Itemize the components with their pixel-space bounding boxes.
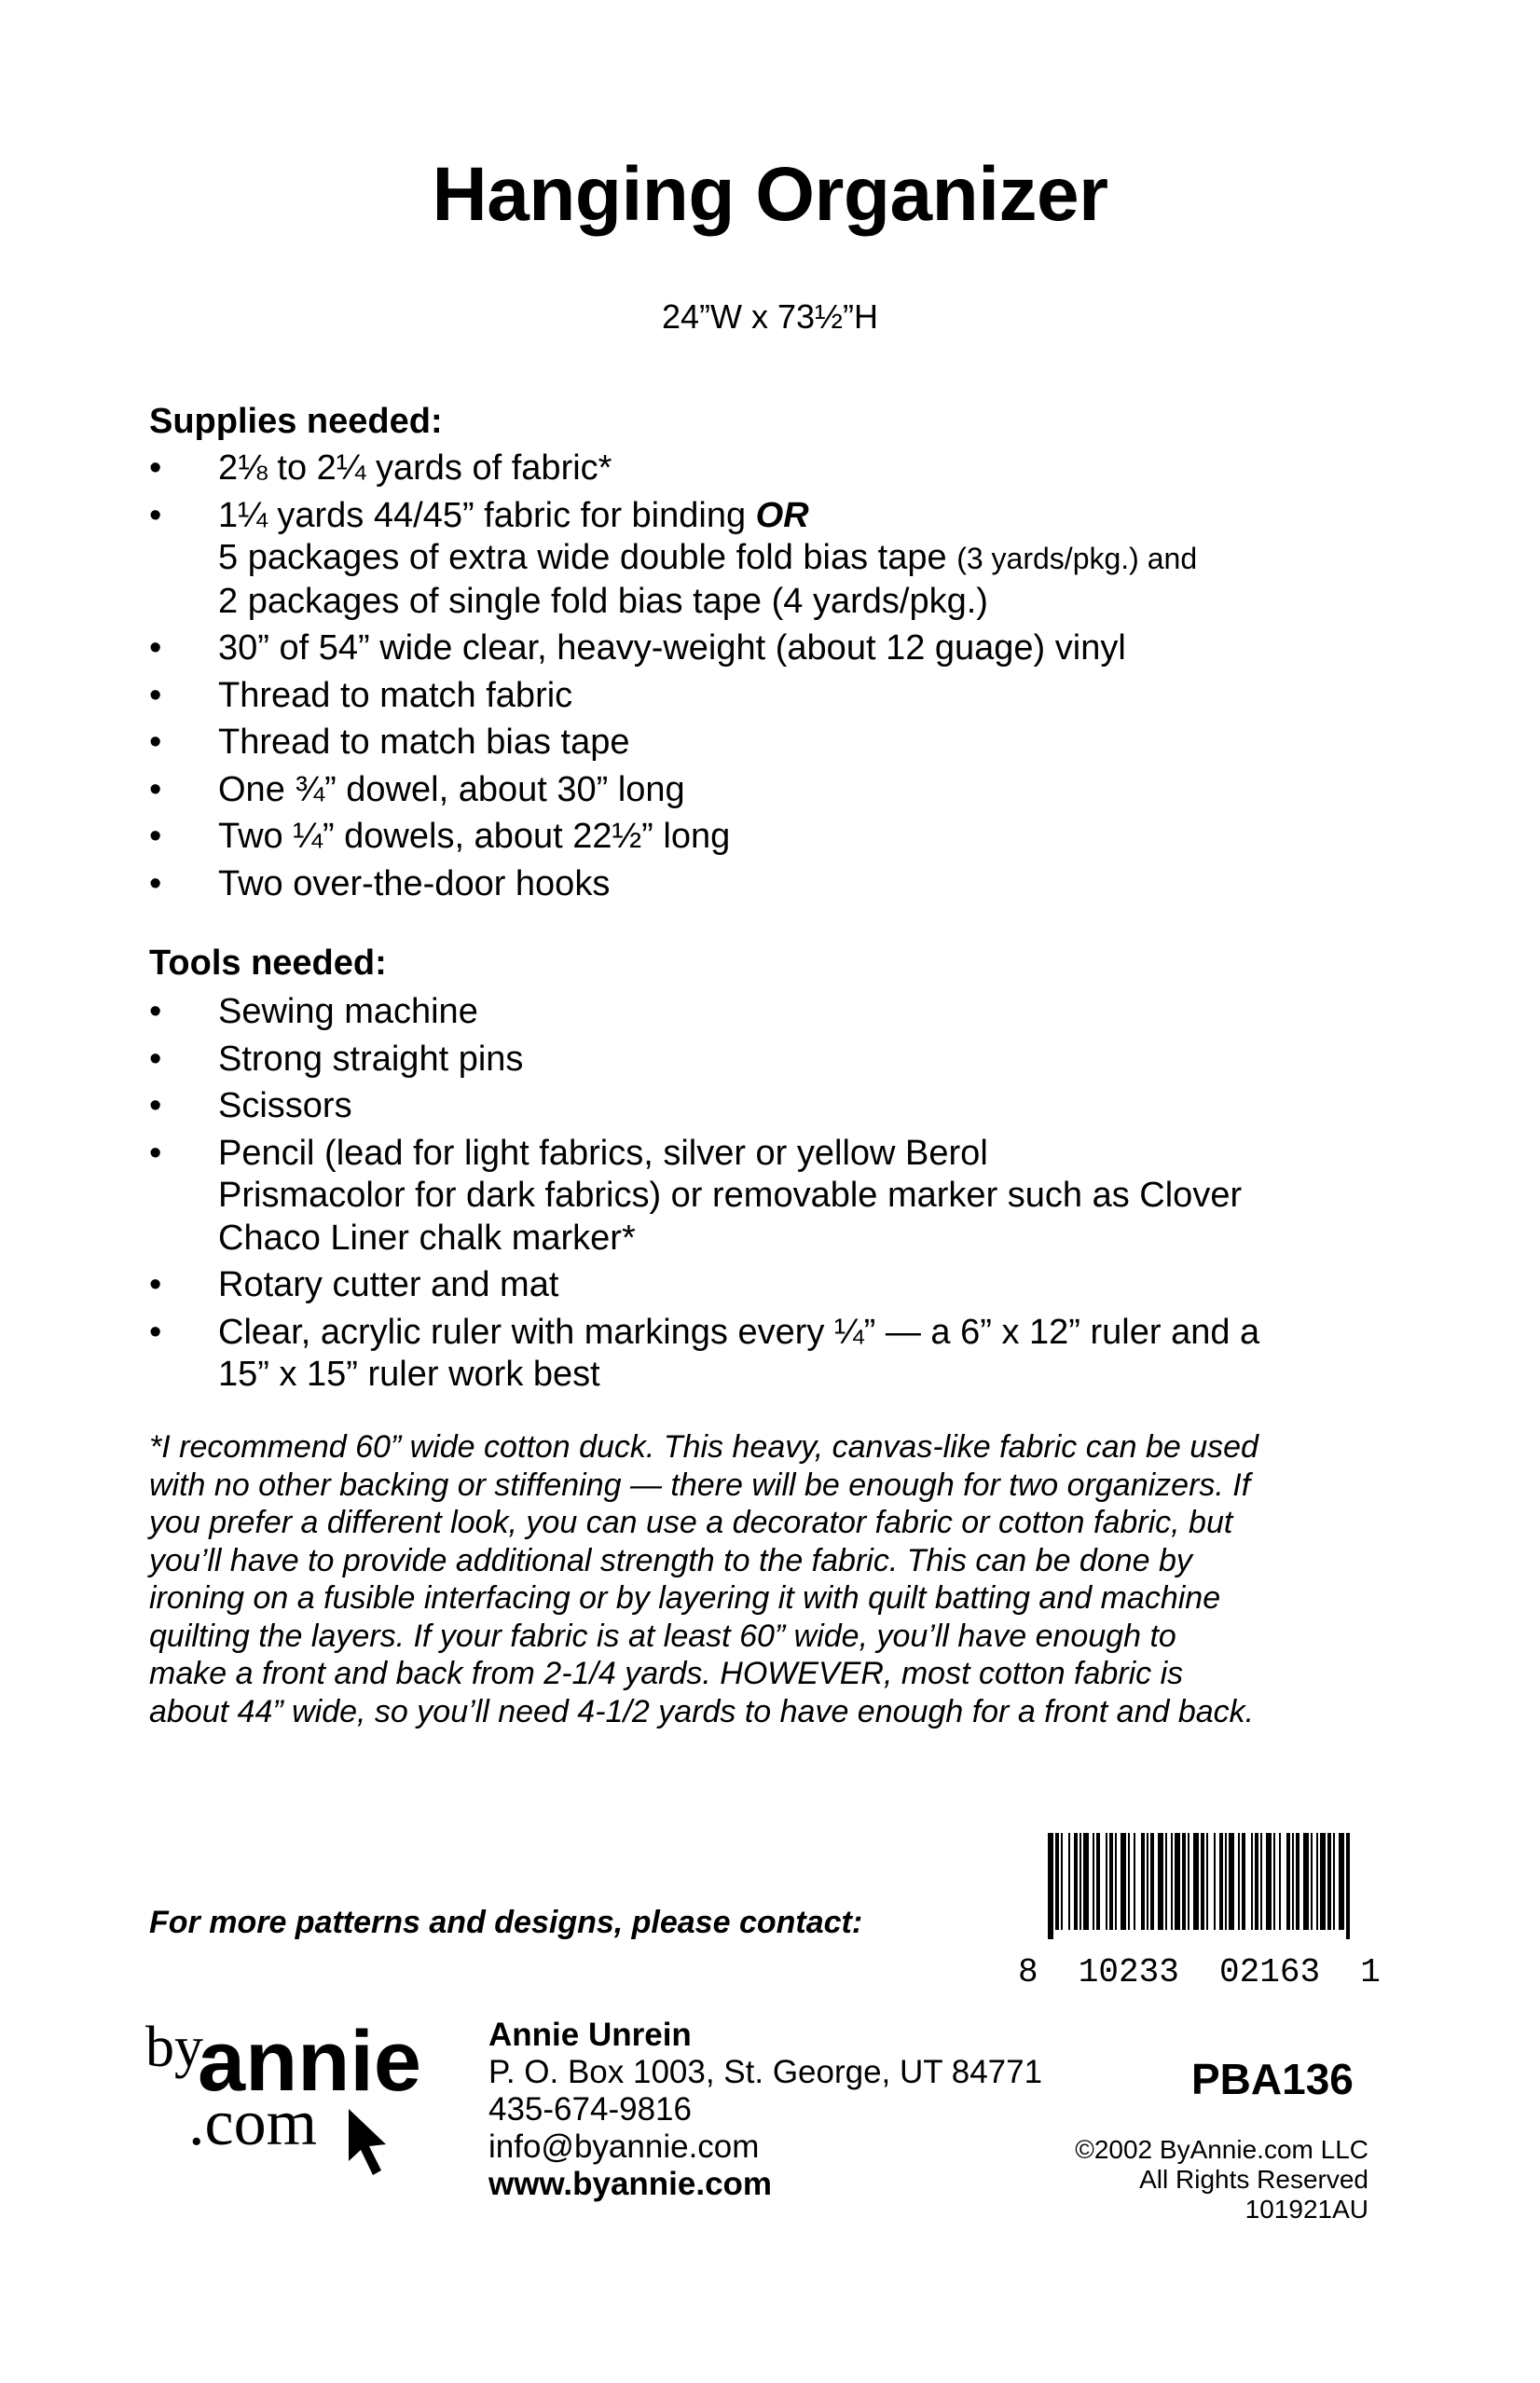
list-item: • Strong straight pins [149, 1039, 1398, 1081]
contact-heading: For more patterns and designs, please contact: [149, 1905, 863, 1940]
bullet-icon: • [149, 1312, 162, 1352]
list-item: • Two ¼” dowels, about 22½” long [149, 816, 1398, 859]
list-item: • 1¼ yards 44/45” fabric for binding OR 5 packages of extra wide double fold bias tape (3 yards/pkg.) and 2 packages of single fold bias tape (4 yards/pkg.) [149, 495, 1198, 621]
supplies-list [149, 448, 1398, 910]
bullet-icon: • [149, 675, 162, 715]
list-item: • Rotary cutter and mat [149, 1264, 1398, 1307]
list-item: • Clear, acrylic ruler with markings every ¼” — a 6” x 12” ruler and a 15” x 15” ruler work best [149, 1312, 1260, 1394]
supplies-heading: Supplies needed: [149, 402, 443, 441]
list-item: • Sewing machine [149, 991, 1398, 1034]
bullet-icon: • [149, 628, 162, 668]
bullet-icon: • [149, 1039, 162, 1079]
bullet-icon: • [149, 769, 162, 809]
list-item: • 30” of 54” wide clear, heavy-weight (about 12 guage) vinyl [149, 627, 1398, 670]
bullet-icon: • [149, 1133, 162, 1173]
bullet-icon: • [149, 1086, 162, 1125]
list-item: • Pencil (lead for light fabrics, silver or yellow Berol Prismacolor for dark fabrics) or removable marker such as Clover Chaco Liner chalk marker* [149, 1133, 1243, 1258]
pattern-sku: PBA136 [1191, 2055, 1354, 2103]
bullet-icon: • [149, 863, 162, 903]
bullet-icon: • [149, 817, 162, 856]
contact-website[interactable]: www.byannie.com [488, 2166, 773, 2202]
contact-address-block [488, 2017, 1042, 2203]
bullet-icon: • [149, 448, 162, 488]
bullet-icon: • [149, 992, 162, 1031]
contact-email[interactable]: info@byannie.com [488, 2128, 760, 2165]
bullet-icon: • [149, 1265, 162, 1304]
logo-annie-text: annie [198, 2014, 421, 2109]
tools-list [149, 991, 1398, 1401]
barcode-number: 8 10233 02163 1 [1018, 1953, 1381, 1991]
tools-heading: Tools needed: [149, 944, 387, 983]
contact-address: P. O. Box 1003, St. George, UT 84771 [488, 2054, 1043, 2090]
list-item: • One ¾” dowel, about 30” long [149, 769, 1398, 812]
contact-name: Annie Unrein [488, 2017, 692, 2053]
fabric-note: *I recommend 60” wide cotton duck. This heavy, canvas-like fabric can be used with no other backing or stiffening — there will be enough for two organizers. If you prefer a different look, you can use a decorator fabric or cotton fabric, but you’ll have to provide additional strength to the fabric. This can be done by ironing on a fusible interfacing or by layering it with quilt batting and machine quilting the layers. If your fabric is at least 60” wide, you’ll have enough to make a front and back from 2-1/4 yards. HOWEVER, most cotton fabric is about 44” wide, so you’ll need 4-1/2 yards to have enough for a front and back. [149, 1429, 1258, 1729]
dimensions: 24”W x 73½”H [661, 297, 879, 336]
barcode-icon [1048, 1833, 1350, 1939]
contact-phone: 435-674-9816 [488, 2091, 692, 2128]
cursor-arrow-icon [349, 2109, 386, 2175]
list-item: • Two over-the-door hooks [149, 863, 1398, 906]
list-item: • Thread to match fabric [149, 675, 1398, 718]
bullet-icon: • [149, 495, 162, 535]
page-title: Hanging Organizer [432, 152, 1108, 237]
copyright-block: ©2002 ByAnnie.com LLC All Rights Reserved 101921AU [1075, 2135, 1368, 2224]
or-emphasis: OR [755, 495, 809, 535]
list-item: • Thread to match bias tape [149, 722, 1398, 764]
byannie-logo [145, 2004, 425, 2182]
logo-by-text: by [145, 2016, 203, 2079]
list-item: • 2⅛ to 2¼ yards of fabric* [149, 448, 1398, 490]
bullet-icon: • [149, 723, 162, 762]
logo-com-text: .com [188, 2087, 318, 2159]
list-item: • Scissors [149, 1085, 1398, 1128]
